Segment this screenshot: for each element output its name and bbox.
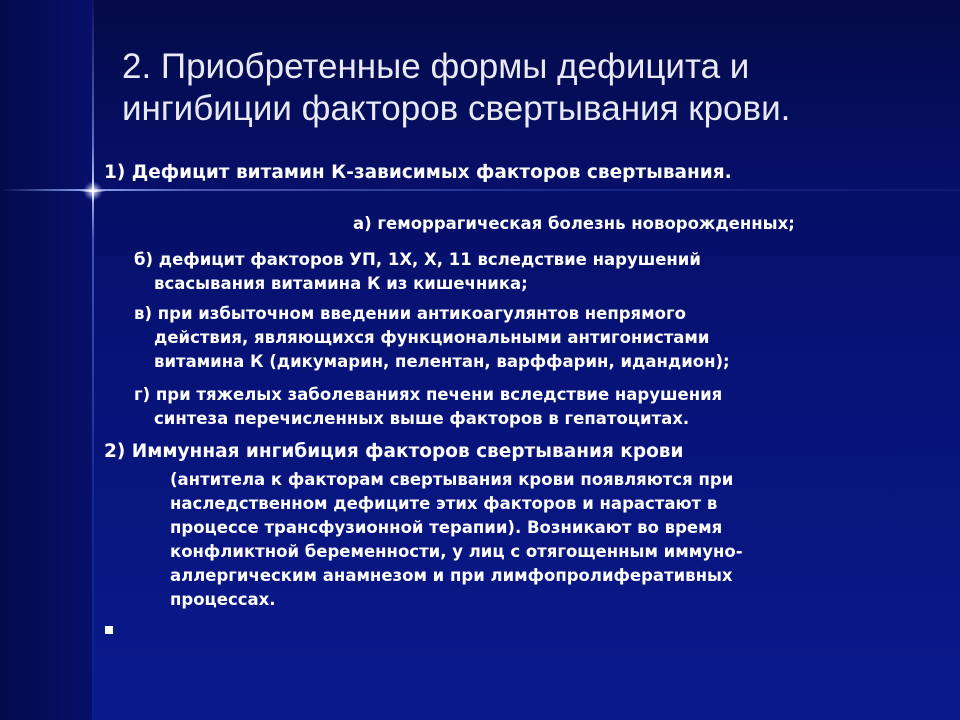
item-2-line-5: аллергическим анамнезом и при лимфопролиферативных xyxy=(170,566,733,585)
item-1-point-b-line-1: б) дефицит факторов УП, 1Х, Х, 11 вследствие нарушений xyxy=(134,250,701,269)
horizontal-divider xyxy=(0,189,960,191)
item-2-heading: 2) Иммунная ингибиция факторов свертывания крови xyxy=(104,441,684,462)
slide-title-line-1: 2. Приобретенные формы дефицита и xyxy=(122,47,750,86)
item-2-line-2: наследственном дефиците этих факторов и нарастают в xyxy=(170,494,718,513)
item-1-point-g-line-1: г) при тяжелых заболеваниях печени вследствие нарушения xyxy=(134,385,723,404)
empty-bullet xyxy=(105,626,113,634)
item-1-point-v-line-2: действия, являющихся функциональными антигонистами xyxy=(154,328,710,347)
item-1-point-v-line-3: витамина К (дикумарин, пелентан, варффарин, идандион); xyxy=(154,352,730,371)
item-2-line-3: процессе трансфузионной терапии). Возникают во время xyxy=(170,518,723,537)
item-1-point-v-line-1: в) при избыточном введении антикоагулянтов непрямого xyxy=(134,304,686,323)
item-1-point-a: а) геморрагическая болезнь новорожденных; xyxy=(353,214,795,233)
item-2-line-6: процессах. xyxy=(170,590,276,609)
item-1-heading: 1) Дефицит витамин К-зависимых факторов свертывания. xyxy=(104,162,732,183)
item-2-line-4: конфликтной беременности, у лиц с отягощенным иммуно- xyxy=(170,542,743,561)
sparkle-icon xyxy=(80,178,106,204)
vertical-divider xyxy=(92,0,94,720)
slide-title-line-2: ингибиции факторов свертывания крови. xyxy=(122,89,791,128)
item-2-line-1: (антитела к факторам свертывания крови появляются при xyxy=(170,470,734,489)
left-band xyxy=(0,0,92,720)
item-1-point-b-line-2: всасывания витамина К из кишечника; xyxy=(154,274,528,293)
slide-title xyxy=(122,46,922,130)
item-1-point-g-line-2: синтеза перечисленных выше факторов в гепатоцитах. xyxy=(154,409,690,428)
